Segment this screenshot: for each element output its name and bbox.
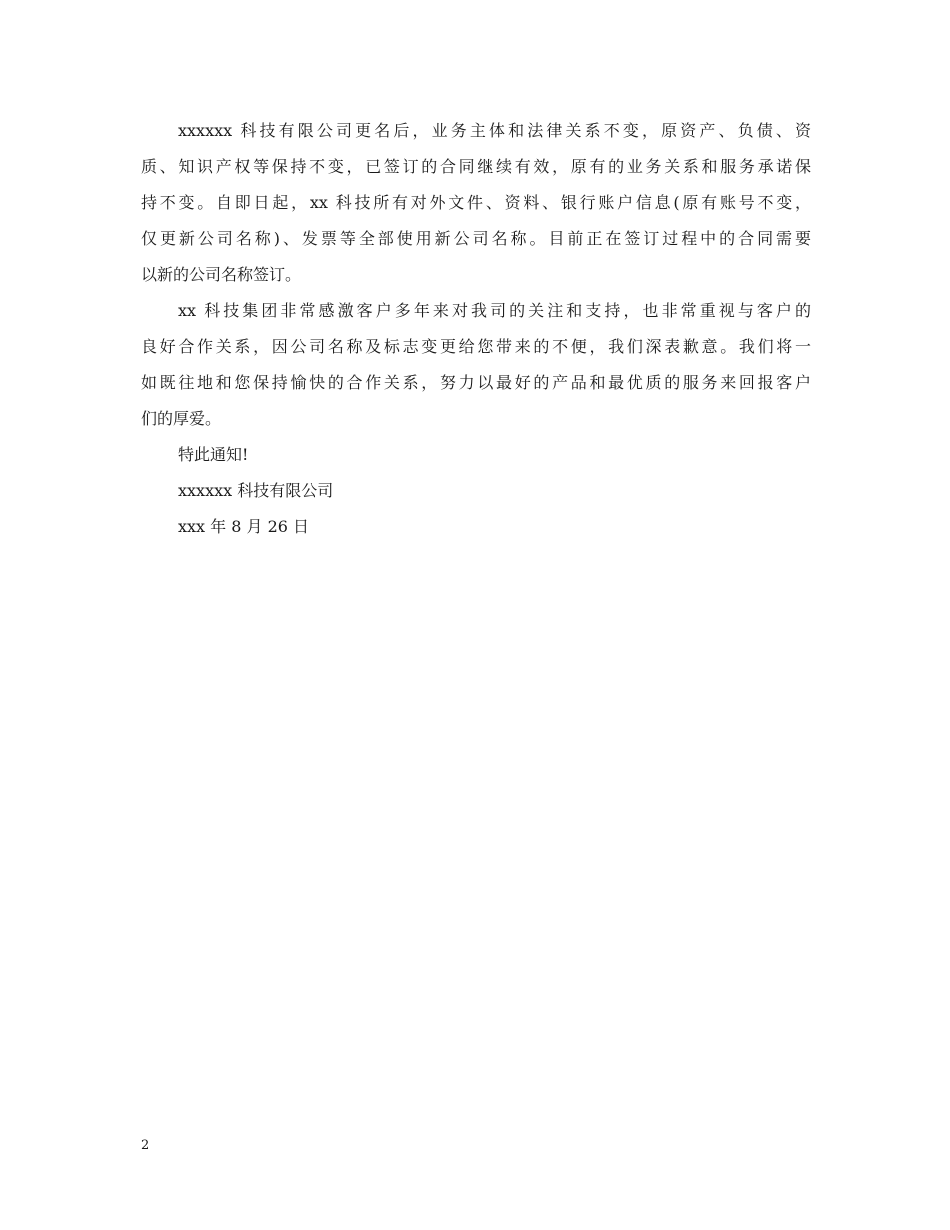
text-line: xx 科技集团非常感激客户多年来对我司的关注和支持，也非常重视与客户的 [178,301,811,320]
text-line: 持不变。自即日起，xx 科技所有对外文件、资料、银行账户信息(原有账号不变， [141,193,811,212]
text-line: 们的厚爱。 [141,409,222,428]
text-line: 以新的公司名称签订。 [141,265,302,284]
text-line: xxxxxx 科技有限公司更名后，业务主体和法律关系不变，原资产、负债、资 [178,121,811,140]
paragraph-company-rename [141,113,811,293]
text-line: 仅更新公司名称)、发票等全部使用新公司名称。目前正在签订过程中的合同需要 [141,229,811,248]
page-number: 2 [141,1138,150,1153]
signature-date: xxx 年 8 月 26 日 [178,517,310,536]
signature-company: xxxxxx 科技有限公司 [178,481,334,500]
paragraph-thanks [141,293,811,437]
text-line: 良好合作关系，因公司名称及标志变更给您带来的不便，我们深表歉意。我们将一 [141,337,811,356]
text-line: 如既往地和您保持愉快的合作关系，努力以最好的产品和最优质的服务来回报客户 [141,373,811,392]
document-body [141,113,811,545]
text-line: 质、知识产权等保持不变，已签订的合同继续有效，原有的业务关系和服务承诺保 [141,157,811,176]
closing-notice: 特此通知! [178,445,249,464]
